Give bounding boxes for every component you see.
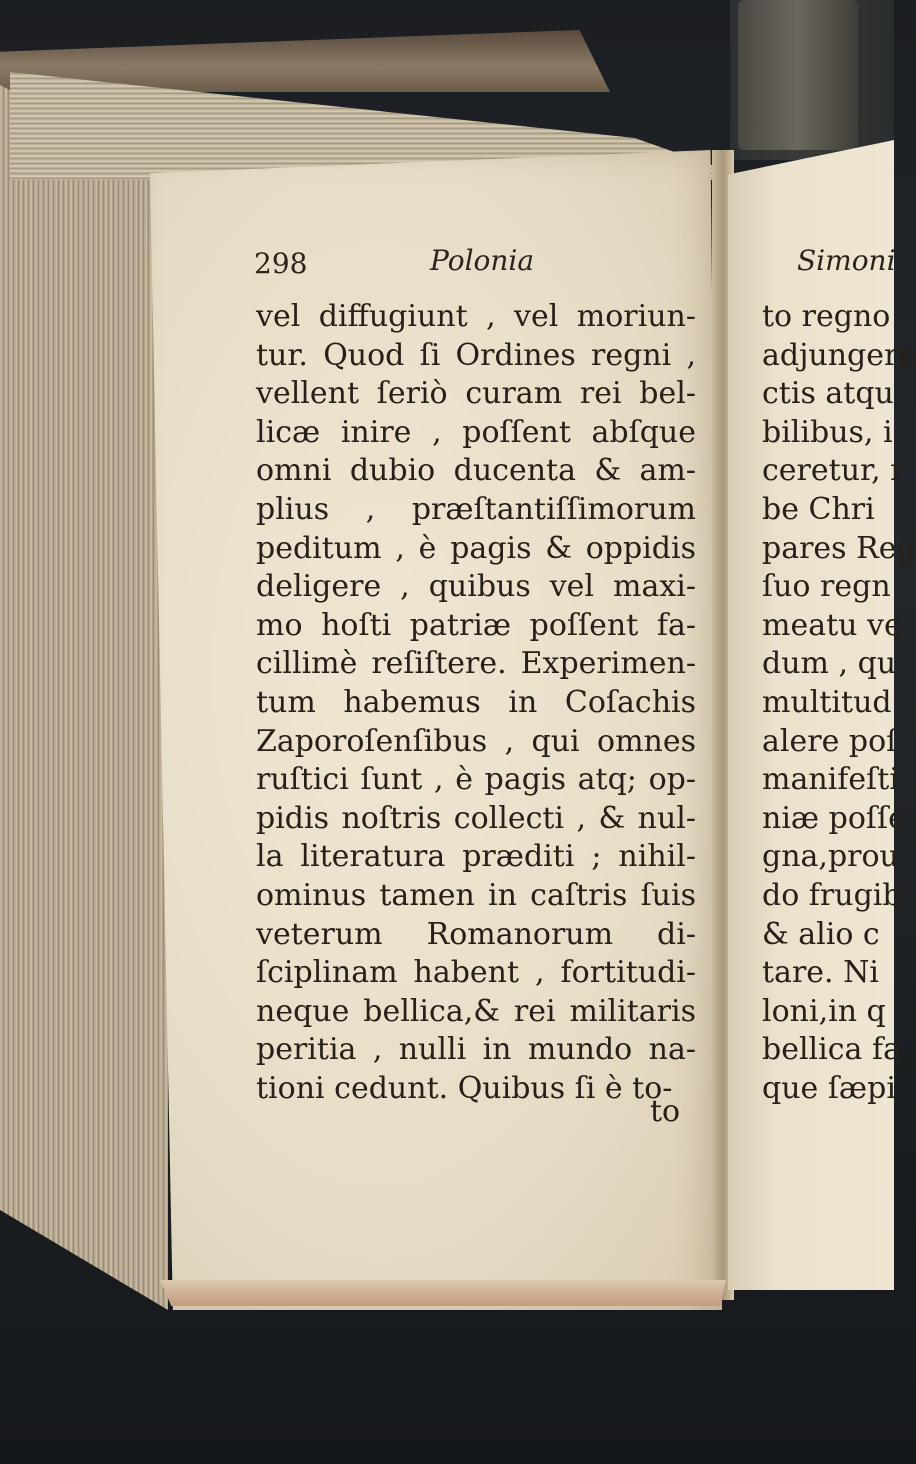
running-head-right: Simoni (797, 244, 896, 277)
text-line: ceretur, r (762, 453, 905, 489)
catchword: to (650, 1094, 681, 1129)
text-line: niæ poſſe (762, 800, 906, 836)
text-line: cillimè reſiſtere. Experimen- (256, 646, 696, 682)
text-line: manifeſti (762, 762, 899, 798)
text-line: tioni cedunt. Quibus ſi è to- (256, 1070, 673, 1106)
page-stack-side (0, 60, 168, 1310)
text-line: bellica fa (762, 1032, 901, 1068)
text-line: pares Reg (762, 530, 916, 566)
left-page-text (256, 298, 696, 1108)
text-line: gna,prou (762, 839, 899, 875)
text-line: tare. Ni (762, 955, 879, 991)
book-clasp (738, 0, 858, 150)
text-line: tum habemus in Coſachis (256, 684, 696, 720)
text-line: que ſæpi (762, 1070, 896, 1106)
text-line: dum , qu (762, 646, 897, 682)
text-line: licæ inire , poſſent abſque (256, 414, 696, 450)
text-line: be Chri (762, 491, 875, 527)
text-line: veterum Romanorum di- (256, 916, 696, 952)
text-line: do frugib (762, 877, 902, 913)
text-line: adjungere (762, 337, 916, 373)
text-line: Zaporoſenſibus , qui omnes (256, 723, 696, 759)
text-line: & alio c (762, 916, 880, 952)
text-line: peritia , nulli in mundo na- (256, 1032, 696, 1068)
text-line: ruſtici ſunt , è pagis atq; op- (256, 762, 696, 798)
text-line: omni dubio ducenta & am- (256, 453, 696, 489)
page-bottom-edge (160, 1280, 726, 1306)
text-line: ctis atqu (762, 376, 894, 412)
text-line: la literatura præditi ; nihil- (256, 839, 696, 875)
text-line: ſciplinam habent , fortitudi- (256, 955, 696, 991)
text-line: multitud (762, 684, 892, 720)
text-line: peditum , è pagis & oppidis (256, 530, 696, 566)
right-page-text (762, 298, 916, 1108)
text-line: bilibus, i (762, 414, 893, 450)
text-line: to regno (762, 299, 891, 334)
running-head-left: Polonia (430, 244, 535, 277)
text-line: mo hoſti patriæ poſſent fa- (256, 607, 696, 643)
text-line: neque bellica,& rei militaris (256, 993, 696, 1029)
text-line: alere poſ (762, 723, 898, 759)
text-line: vel diffugiunt , vel moriun- (256, 299, 696, 334)
text-line: loni,in q (762, 993, 886, 1029)
text-line: deligere , quibus vel maxi- (256, 569, 696, 605)
text-line: plius , præſtantiſſimorum (256, 491, 696, 527)
text-line: vellent ſeriò curam rei bel- (256, 376, 696, 412)
text-line: tur. Quod ſi Ordines regni , (256, 337, 696, 373)
text-line: ominus tamen in caſtris ſuis (256, 877, 696, 913)
text-line: meatu ve (762, 607, 902, 643)
text-line: pidis noſtris collecti , & nul- (256, 800, 696, 836)
text-line: ſuo regn (762, 569, 891, 605)
page-number: 298 (254, 247, 308, 280)
